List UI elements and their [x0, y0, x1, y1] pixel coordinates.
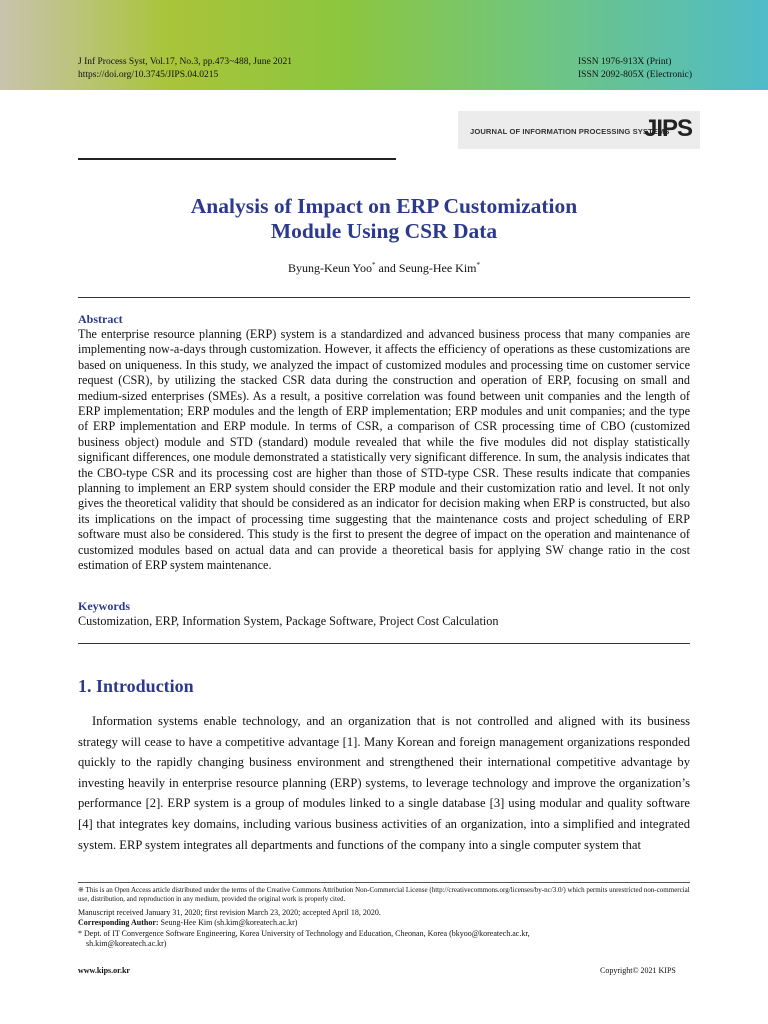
title-line-1: Analysis of Impact on ERP Customization [190, 194, 578, 218]
keywords-bottom-rule [78, 643, 690, 644]
footer-website[interactable]: www.kips.or.kr [78, 966, 130, 975]
corresponding-author [78, 918, 690, 928]
journal-name-bar [458, 111, 700, 149]
keywords-text: Customization, ERP, Information System, Package Software, Project Cost Calculation [78, 614, 499, 628]
keywords-heading: Keywords [78, 599, 130, 613]
author-2: Seung-Hee Kim [398, 261, 477, 275]
footer-copyright: Copyright© 2021 KIPS [600, 966, 676, 975]
title-line-2: Module Using CSR Data [270, 219, 498, 243]
affiliation-note-cont: sh.kim@koreatech.ac.kr) [86, 939, 167, 948]
introduction-heading: 1. Introduction [78, 676, 194, 696]
doi-link[interactable]: https://doi.org/10.3745/JIPS.04.0215 [78, 70, 219, 80]
paper-title [78, 194, 690, 244]
author-line [78, 261, 690, 276]
abstract-heading: Abstract [78, 312, 123, 326]
footnote-rule [78, 882, 690, 883]
introduction-text: Information systems enable technology, and an organization that is not controlled and aligned with its business strategy will cease to have a competitive advantage [1]. Many Korean and foreign management organizations responded quickly to the rapidly changing business environment and strengthened their international competitive advantage by investing heavily in enterprise resource planning (ERP) systems, to leverage technology and improve the organization’s performance [2]. ERP system is a group of modules linked to a single database [3] using modular and quality software [4] that integrates key domains, including various business activities of an organization, into a simplified and integrated system. ERP system integrates all departments and functions of the company into a single computer system that [78, 714, 690, 852]
author-2-mark: * [476, 261, 480, 269]
corresponding-label: Corresponding Author: [78, 918, 159, 927]
affiliation-note: * Dept. of IT Convergence Software Engineering, Korea University of Technology and Education, Cheonan, Korea (bkyoo@koreatech.ac.kr, [78, 929, 530, 938]
issn-print: ISSN 1976-913X (Print) [578, 57, 672, 67]
license-note: ※ This is an Open Access article distributed under the terms of the Creative Commons Attribution Non-Commercial License (http://creativecommons.org/licenses/by-nc/3.0/) which permits unrestricted non-commercial use, distribution, and reproduction in any medium, provided the original work is properly cited. [78, 886, 690, 903]
abstract-text: The enterprise resource planning (ERP) system is a standardized and advanced business process that many companies are implementing now-a-days through customization. However, it affects the efficiency of operations as these customizations are based on uniqueness. In this study, we analyzed the impact of customized modules and processing time on customer service request (CSR), by utilizing the stacked CSR data during the construction and operation of ERP, focusing on small and medium-sized enterprises (SMEs). As a result, a positive correlation was found between unit companies and the length of ERP implementation; ERP modules and the length of ERP implementation; ERP modules and unit companies; and the type of ERP implementation and ERP module. In terms of CSR, a comparison of CSR processing time of CBO (customized business object) module and STD (standard) module revealed that while the five modules did not display statistically significant differences, one module demonstrated a statistically very significant difference. In sum, the analysis indicates that the CBO-type CSR and its processing cost are higher than those of STD-type CSR. These results indicate that companies planning to implement an ERP system should consider the ERP module and their customization ratio and level. It not only gives the theoretical validity that should be considered as an indicator for decision making when ERP is constructed, but also its implications on the impact of processing time suggesting that the maintenance costs and project scheduling of ERP software must also be considered. This study is the first to present the degree of impact on the operation and maintenance of customized modules based on actual data and can provide a theoretical basis for applying SW change ratio in the cost estimation of ERP system maintenance. [78, 327, 690, 573]
manuscript-dates: Manuscript received January 31, 2020; first revision March 23, 2020; accepted April 18, 2020. [78, 908, 381, 917]
journal-reference: J Inf Process Syst, Vol.17, No.3, pp.473~488, June 2021 [78, 57, 293, 67]
issn-block [578, 56, 692, 82]
journal-banner [0, 0, 768, 90]
abstract-top-rule [78, 297, 690, 298]
author-1-mark: * [372, 261, 376, 269]
header-rule [78, 158, 396, 160]
author-connector: and [375, 261, 399, 275]
corresponding-value: Seung-Hee Kim (sh.kim@koreatech.ac.kr) [158, 918, 298, 927]
issn-electronic: ISSN 2092-805X (Electronic) [578, 70, 692, 80]
author-1: Byung-Keun Yoo [288, 261, 373, 275]
journal-name: JOURNAL OF INFORMATION PROCESSING SYSTEMS [470, 127, 670, 136]
journal-citation [78, 56, 292, 82]
jips-logo: JIPS [644, 115, 693, 142]
